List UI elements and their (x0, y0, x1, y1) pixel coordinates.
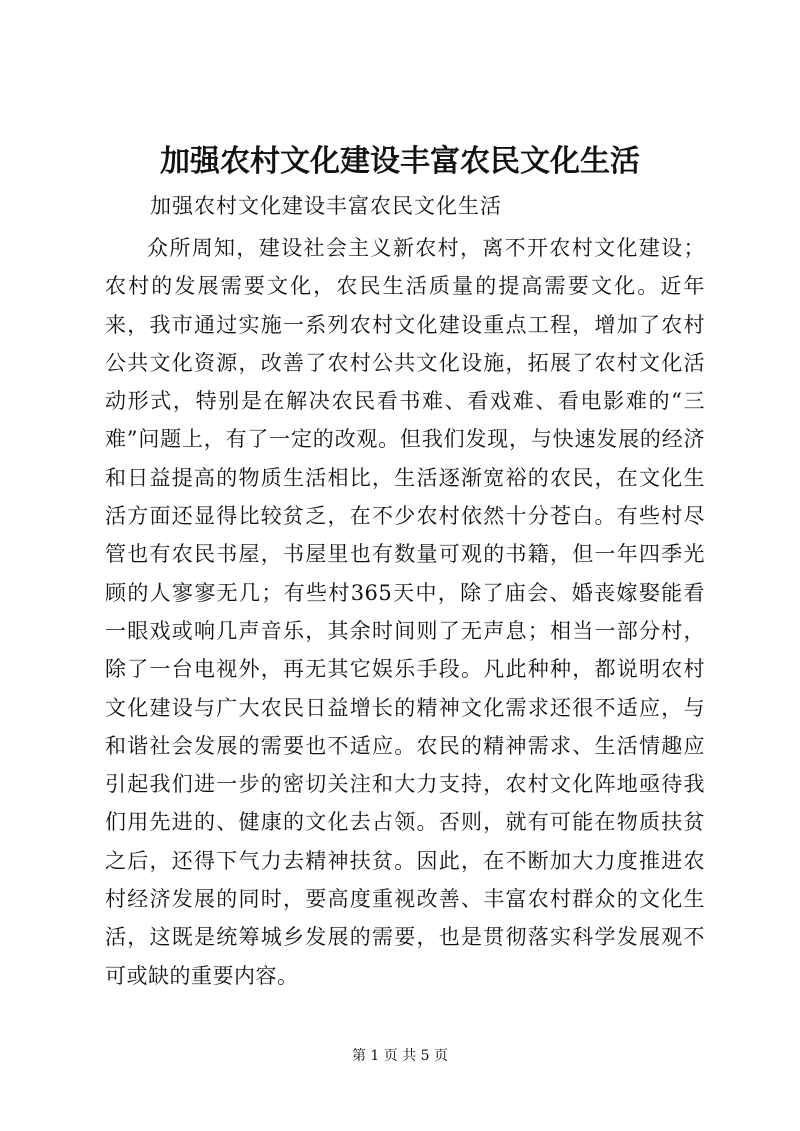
body-paragraph: 众所周知，建设社会主义新农村，离不开农村文化建设；农村的发展需要文化，农民生活质量的提高需要文化。近年来，我市通过实施一系列农村文化建设重点工程，增加了农村公共文化资源，改善了农村公共文化设施，拓展了农村文化活动形式，特别是在解决农民看书难、看戏难、看电影难的“三难”问题上，有了一定的改观。但我们发现，与快速发展的经济和日益提高的物质生活相比，生活逐渐宽裕的农民，在文化生活方面还显得比较贫乏，在不少农村依然十分苍白。有些村尽管也有农民书屋，书屋里也有数量可观的书籍，但一年四季光顾的人寥寥无几；有些村365天中，除了庙会、婚丧嫁娶能看一眼戏或响几声音乐，其余时间则了无声息；相当一部分村，除了一台电视外，再无其它娱乐手段。凡此种种，都说明农村文化建设与广大农民日益增长的精神文化需求还很不适应，与和谐社会发展的需要也不适应。农民的精神需求、生活情趣应引起我们进一步的密切关注和大力支持，农村文化阵地亟待我们用先进的、健康的文化去占领。否则，就有可能在物质扶贫之后，还得下气力去精神扶贫。因此，在不断加大力度推进农村经济发展的同时，要高度重视改善、丰富农村群众的文化生活，这既是统筹城乡发展的需要，也是贯彻落实科学发展观不可或缺的重要内容。 (105, 236, 705, 988)
page-footer: 第 1 页 共 5 页 (351, 1048, 449, 1064)
document-subtitle: 加强农村文化建设丰富农民文化生活 (150, 194, 502, 218)
document-title: 加强农村文化建设丰富农民文化生活 (160, 144, 640, 179)
